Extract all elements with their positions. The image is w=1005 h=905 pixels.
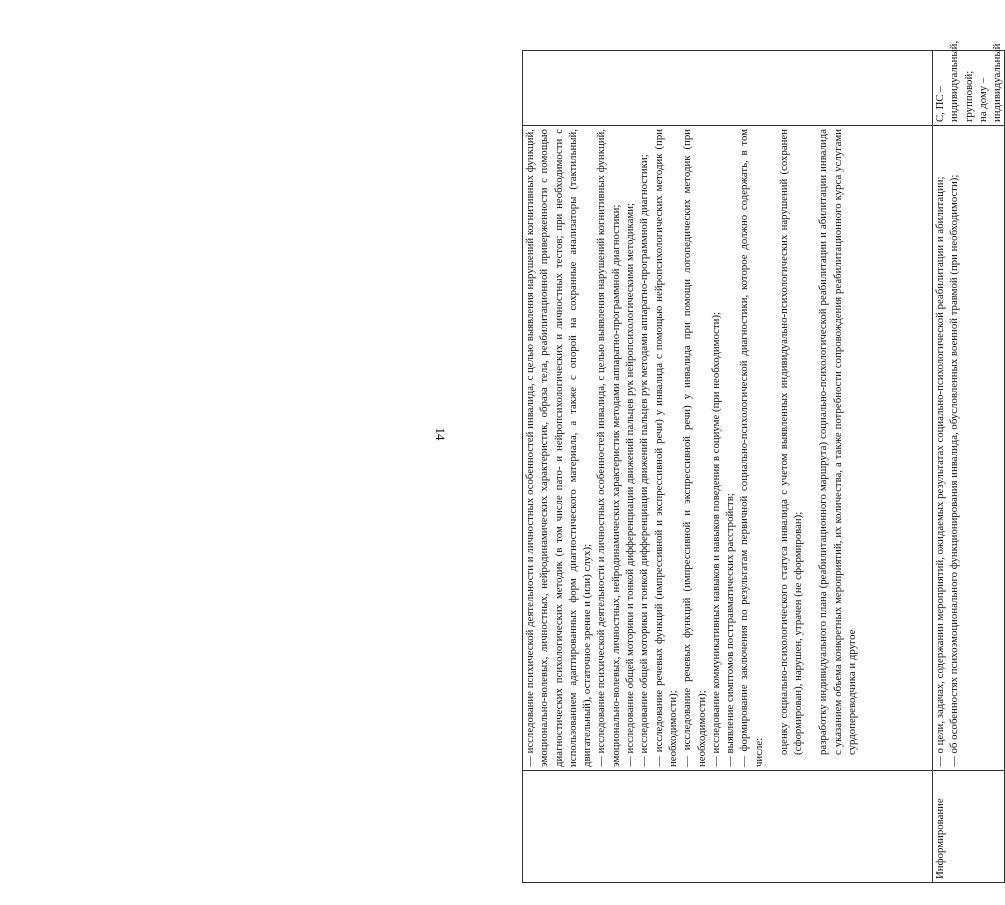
list-item: — формирование заключения по результатам первичной социально-психологической диагностики, которое должно содержать, в том числе: [738, 129, 765, 767]
list-item: — исследование речевых функций (импрессивной и экспрессивной речи) у инвалида при помощи логопедических методик (при необходимости); [681, 129, 708, 767]
list-item: — исследование психической деятельности и личностных особенностей инвалида, с целью выявления нарушений когнитивных функций, эмоционально-волевых, личностных, нейродинамических характеристик методами аппаратно-программной диагностики; [595, 129, 622, 767]
list-item: — об особенностях психоэмоционального функционирования инвалида, обусловленных военной травмой (при необходимости); [948, 174, 961, 767]
service-name-cell: Информирование [933, 771, 1005, 883]
service-name-cell [523, 771, 933, 883]
table-row [933, 51, 1005, 883]
list-item: — исследование речевых функций (импрессивной и экспрессивной речи) у инвалида с помощью нейропсихологических методик (при необходимости); [652, 129, 679, 767]
page-number: 14 [433, 427, 448, 441]
list-item: — исследование общей моторики и тонкой дифференциации движений пальцев рук методами аппаратно-программной диагностики; [638, 154, 651, 767]
type-line: индивидуальный [991, 43, 1004, 122]
list-item: — исследование общей моторики и тонкой дифференциации движений пальцев рук нейропсихологическими методиками; [624, 202, 637, 767]
type-line: С, ПС – [934, 86, 946, 122]
type-line: групповой; [962, 70, 975, 122]
type-line: индивидуальный, [948, 40, 961, 122]
service-type-cell [933, 40, 1005, 126]
service-content-cell [933, 126, 1005, 771]
rehabilitation-table [522, 40, 1005, 883]
type-line: на дому – [976, 77, 989, 122]
list-item: — о цели, задачах, содержании мероприятий, ожидаемых результатах социально-психологической реабилитации и абилитации; [934, 176, 946, 767]
rotated-table-wrapper [522, 40, 1004, 883]
service-content-cell [523, 126, 933, 771]
list-item: — выявление симптомов посттравматических расстройств; [724, 493, 737, 767]
list-subitem: разработку индивидуального плана (реабилитационного маршрута) социально-психологической реабилитации и абилитации инвалида с указанием объема конкретных мероприятий, их количества, а также потребности сопровождения реабилитационного курса услугами сурдопереводчика и другое [817, 129, 858, 755]
service-type-cell [523, 51, 933, 126]
list-subitem: оценку социально-психологического статуса инвалида с учетом выявленных индивидуально-психологических нарушений (сохранен (сформирован), нарушен, утрачен (не сформирован); [777, 129, 805, 755]
table-row [523, 51, 933, 883]
list-item: — исследование психической деятельности и личностных особенностей инвалида, с целью выявления нарушений когнитивных функций, эмоционально-волевых, личностных, нейродинамических характеристик, образа тела, реабилитационной приверженности с помощью диагностических психологических методик (в том числе пато- и нейропсихологических и личностных тестов; при необходимости с использованием адаптированных форм диагностического материала, а также с опорой на сохранные анализаторы (тактильный, двигательный), остаточное зрение и (или) слух); [524, 129, 594, 767]
list-item: — исследование коммуникативных навыков и навыков поведения в социуме (при необходимости); [709, 311, 722, 767]
